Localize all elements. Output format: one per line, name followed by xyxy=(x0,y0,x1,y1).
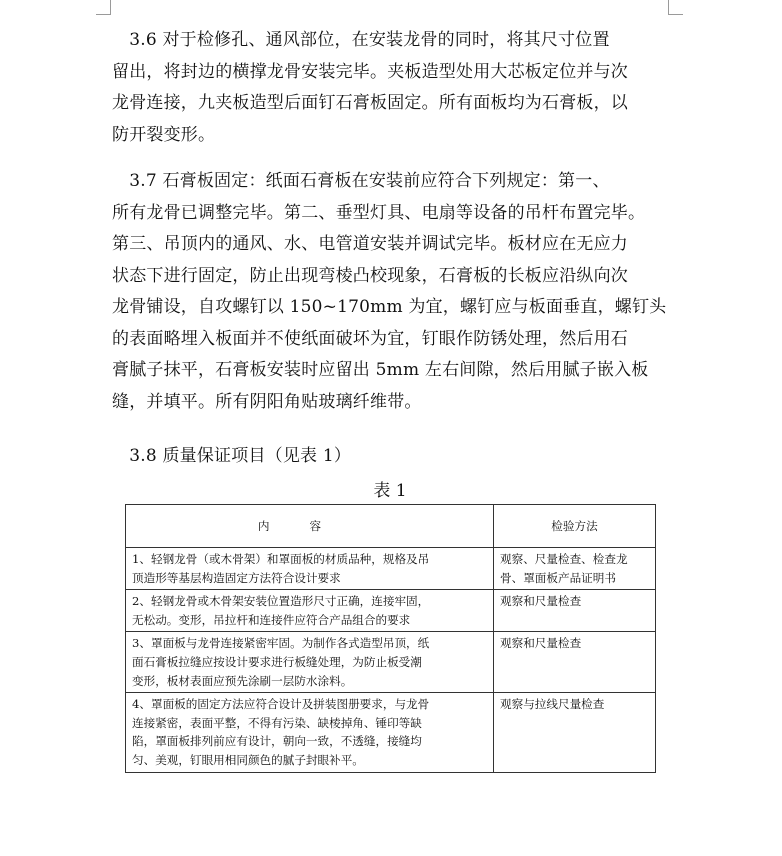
row-content: 2、轻钢龙骨或木骨架安装位置造形尺寸正确，连接牢固， 无松动。变形，吊拉杆和连接件应符合产品组合的要求 xyxy=(126,590,494,632)
text-line: 3.6 对于检修孔、通风部位，在安装龙骨的同时，将其尺寸位置 xyxy=(112,30,610,50)
table-caption: 表 1 xyxy=(373,481,407,501)
text-line: 所有龙骨已调整完毕。第二、垂型灯具、电扇等设备的吊杆布置完毕。 xyxy=(112,202,646,223)
text-line: 龙骨铺设，自攻螺钉以 150~170mm 为宜，螺钉应与板面垂直，螺钉头 xyxy=(112,297,667,317)
row-method: 观察和尺量检查 xyxy=(494,632,656,693)
text-line: 缝，并填平。所有阴阳角贴玻璃纤维带。 xyxy=(112,391,422,412)
text-line: 的表面略埋入板面并不使纸面破坏为宜，钉眼作防锈处理，然后用石 xyxy=(112,328,628,349)
text-line: 防开裂变形。 xyxy=(112,124,216,145)
table-header-row xyxy=(126,505,656,548)
text-line: 3.8 质量保证项目（见表 1） xyxy=(112,446,352,466)
text-line: 状态下进行固定，防止出现弯棱凸校现象，石膏板的长板应沿纵向次 xyxy=(112,265,628,286)
header-method: 检验方法 xyxy=(494,505,656,548)
table-row xyxy=(126,548,656,590)
header-content: 内容 xyxy=(126,505,494,548)
row-method: 观察、尺量检查、检查龙 骨、罩面板产品证明书 xyxy=(494,548,656,590)
text-line: 第三、吊顶内的通风、水、电管道安装并调试完毕。板材应在无应力 xyxy=(112,234,628,254)
text-line: 膏腻子抹平，石膏板安装时应留出 5mm 左右间隙，然后用腻子嵌入板 xyxy=(112,360,649,380)
text-line: 留出，将封边的横撑龙骨安装完毕。夹板造型处用大芯板定位并与次 xyxy=(112,61,628,82)
text-line: 龙骨连接，九夹板造型后面钉石膏板固定。所有面板均为石膏板，以 xyxy=(112,93,628,113)
paragraph-3-8 xyxy=(112,441,668,473)
row-content: 4、罩面板的固定方法应符合设计及拼装图册要求，与龙骨 连接紧密，表面平整，不得有污染、缺棱掉角、锤印等缺 陷，罩面板排列前应有设计，朝向一致，不透缝，接缝均 匀、美观，钉眼用相同颜色的腻子封眼补平。 xyxy=(126,693,494,772)
row-method: 观察和尺量检查 xyxy=(494,590,656,632)
table-row xyxy=(126,632,656,693)
page-corner-mark-right xyxy=(668,0,683,15)
row-content: 1、轻钢龙骨（或木骨架）和罩面板的材质品种，规格及吊 顶造形等基层构造固定方法符合设计要求 xyxy=(126,548,494,590)
table-row xyxy=(126,693,656,772)
row-method: 观察与拉线尺量检查 xyxy=(494,693,656,772)
paragraph-3-6 xyxy=(112,25,668,151)
text-line: 3.7 石膏板固定：纸面石膏板在安装前应符合下列规定：第一、 xyxy=(112,171,610,191)
row-content: 3、罩面板与龙骨连接紧密牢固。为制作各式造型吊顶，纸 面石膏板拉缝应按设计要求进行板缝处理，为防止板受潮 变形，板材表面应预先涂刷一层防水涂料。 xyxy=(126,632,494,693)
quality-table xyxy=(125,504,656,773)
table-row xyxy=(126,590,656,632)
page-corner-mark-left xyxy=(96,0,111,15)
paragraph-3-7 xyxy=(112,166,668,418)
